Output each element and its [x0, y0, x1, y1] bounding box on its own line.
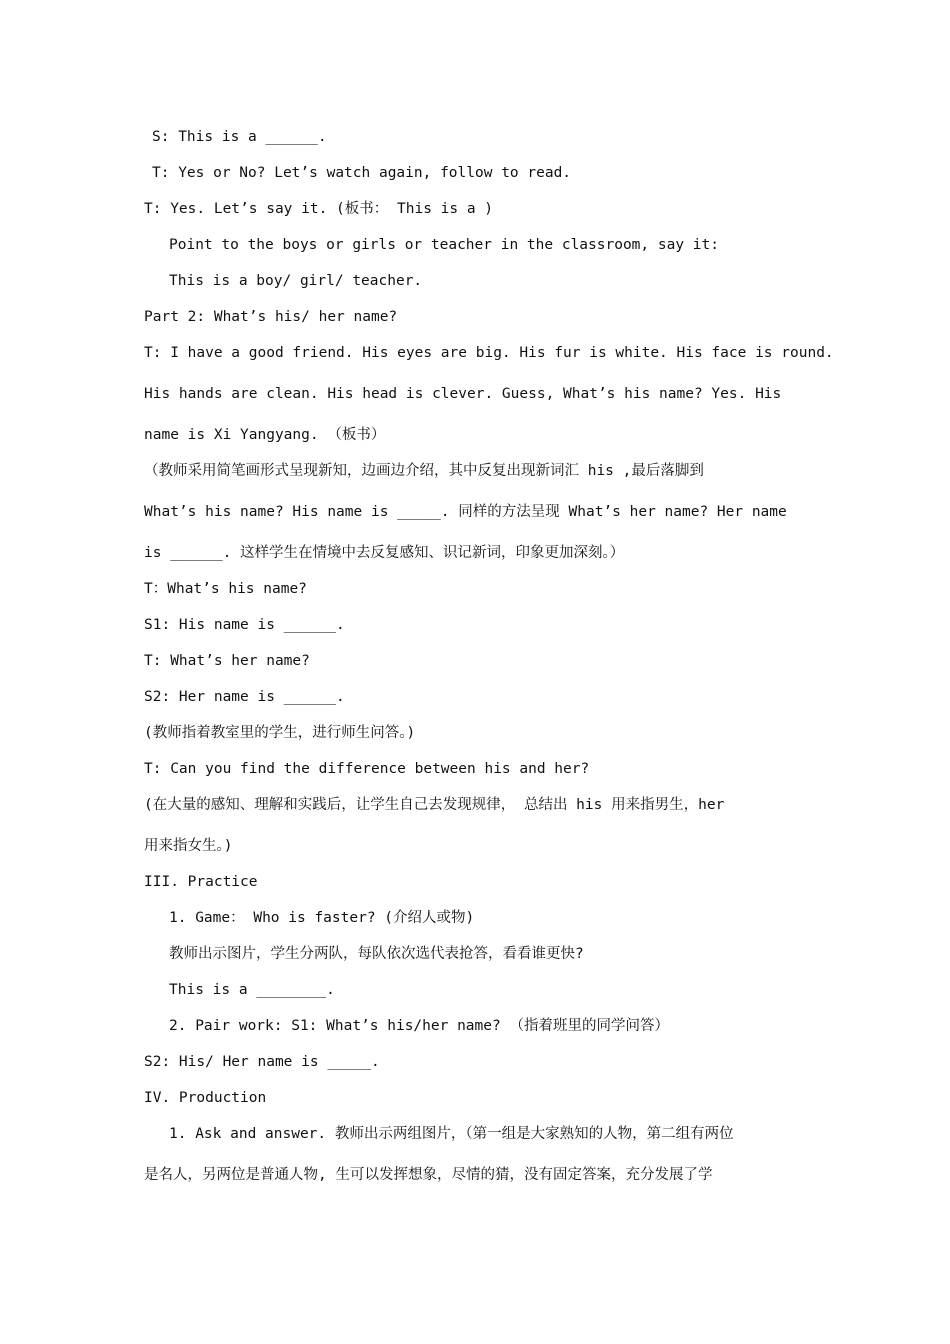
- instruction-line: Point to the boys or girls or teacher in the classroom, say it:: [169, 237, 719, 253]
- dialogue-line-student: S2: Her name is ______.: [144, 689, 345, 705]
- paragraph-line: [144, 343, 834, 363]
- paragraph-line: 是名人，另两位是普通人物, 生可以发挥想象，尽情的猜，没有固定答案，充分发展了学: [144, 1167, 713, 1183]
- paragraph-line-text: T: I have a good friend. His eyes are big. His fur is white. His face is round.: [144, 345, 834, 361]
- dialogue-line-teacher: T: Can you find the difference between his and her?: [144, 761, 590, 777]
- list-item: 1. Ask and answer. 教师出示两组图片，（第一组是大家熟知的人物，第二组有两位: [169, 1126, 734, 1142]
- dialogue-line-teacher: T: What’s her name?: [144, 653, 310, 669]
- note-line: 用来指女生。): [144, 838, 233, 854]
- section-heading-practice: III. Practice: [144, 874, 258, 890]
- note-line: is ______. 这样学生在情境中去反复感知、识记新词，印象更加深刻。）: [144, 545, 625, 561]
- dialogue-line-student: S2: His/ Her name is _____.: [144, 1054, 380, 1070]
- paragraph-line: His hands are clean. His head is clever. Guess, What’s his name? Yes. His: [144, 386, 782, 402]
- note-line: What’s his name? His name is _____. 同样的方法呈现 What’s her name? Her name: [144, 504, 787, 520]
- note-line: (教师指着教室里的学生，进行师生问答。): [144, 725, 416, 741]
- section-heading-part-2: Part 2: What’s his/ her name?: [144, 309, 398, 325]
- list-item: 2. Pair work: S1: What’s his/her name? （指着班里的同学问答）: [169, 1018, 669, 1034]
- paragraph-line: name is Xi Yangyang. （板书）: [144, 427, 386, 443]
- list-item: 1. Game： Who is faster? (介绍人或物): [169, 910, 475, 926]
- instruction-line: 教师出示图片，学生分两队，每队依次选代表抢答，看看谁更快?: [169, 946, 584, 962]
- example-line: This is a ________.: [169, 982, 335, 998]
- note-line: (在大量的感知、理解和实践后，让学生自己去发现规律， 总结出 his 用来指男生，her: [144, 797, 725, 813]
- section-heading-production: IV. Production: [144, 1090, 267, 1106]
- example-line: This is a boy/ girl/ teacher.: [169, 273, 423, 289]
- dialogue-line-teacher: T: Yes. Let’s say it. (板书： This is a ): [144, 201, 494, 217]
- dialogue-line-teacher: T: Yes or No? Let’s watch again, follow to read.: [152, 165, 572, 181]
- note-line: （教师采用简笔画形式呈现新知，边画边介绍，其中反复出现新词汇 his ,最后落脚到: [144, 463, 704, 479]
- dialogue-line-teacher: T：What’s his name?: [144, 581, 307, 597]
- dialogue-line-student: S: This is a ______.: [152, 129, 327, 145]
- dialogue-line-student: S1: His name is ______.: [144, 617, 345, 633]
